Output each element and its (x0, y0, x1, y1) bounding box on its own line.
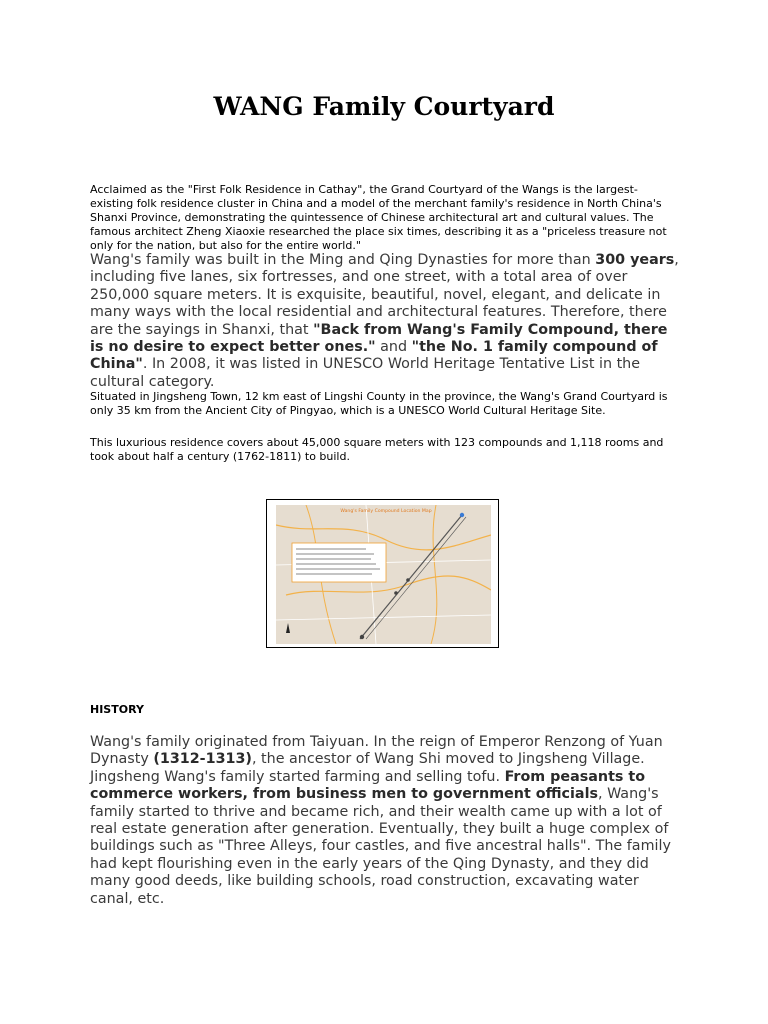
map-marker (406, 578, 410, 582)
history-bold-1: (1312-1313) (153, 751, 252, 768)
page-title: WANG Family Courtyard (213, 92, 555, 121)
situated-paragraph: Situated in Jingsheng Town, 12 km east of Lingshi County in the province, the Wang's Grand Courtyard is only 35 km from the Ancient City of Pingyao, which is a UNESCO World Cultural Heritage Site. (90, 390, 668, 417)
map-marker (460, 513, 464, 517)
history-heading: HISTORY (90, 703, 144, 716)
intro-paragraph: Acclaimed as the "First Folk Residence in Cathay", the Grand Courtyard of the Wangs is the largest-existing folk residence cluster in China and a model of the merchant family's residence in North China's Shanxi Province, demonstrating the quintessence of Chinese architectural art and cultural values. The famous architect Zheng Xiaoxie researched the place six times, describing it as a "priceless treasure not only for the nation, but also for the entire world." (90, 183, 667, 252)
history-text-3: , Wang's family started to thrive and became rich, and their wealth came up with a lot of real estate generation after generation. Eventually, they built a huge complex of buildings such as "Three Alleys, four castles, and five ancestral halls". The family had kept flourishing even in the early years of the Qing Dynasty, and they did many good deeds, like building schools, road construction, excavating water canal, etc. (90, 786, 671, 907)
location-map-graphic (276, 505, 491, 644)
history-bold-2: From peasants to commerce workers, from business men to government officials (90, 768, 646, 803)
history-text-1: Wang's family originated from Taiyuan. In the reign of Emperor Renzong of Yuan Dynasty (90, 734, 663, 768)
built-text-4: . In 2008, it was listed in UNESCO World Heritage Tentative List in the cultural category. (90, 356, 641, 390)
built-bold-2: "Back from Wang's Family Compound, there is no desire to expect better ones." (90, 321, 668, 356)
built-text-1: Wang's family was built in the Ming and Qing Dynasties for more than (90, 252, 596, 268)
luxury-paragraph: This luxurious residence covers about 45,000 square meters with 123 compounds and 1,118 rooms and took about half a century (1762-1811) to build. (90, 436, 664, 463)
history-paragraph (90, 734, 680, 908)
built-bold-3: "the No. 1 family compound of China" (90, 339, 658, 373)
built-text-3: and (375, 339, 412, 356)
built-paragraph (90, 252, 680, 391)
history-text-2: , the ancestor of Wang Shi moved to Jingsheng Village. Jingsheng Wang's family started farming and selling tofu. (90, 751, 645, 785)
built-bold-1: 300 years (595, 252, 675, 268)
location-map-image (266, 499, 499, 648)
map-title: Wang's Family Compound Location Map (340, 509, 432, 514)
built-text-2: , including five lanes, six fortresses, and one street, with a total area of over 250,000 square meters. It is exquisite, beautiful, novel, elegant, and delicate in many ways with the local residential and architectural features. Therefore, there are the sayings in Shanxi, that (90, 252, 679, 338)
map-marker (394, 591, 398, 595)
map-marker (360, 635, 364, 639)
